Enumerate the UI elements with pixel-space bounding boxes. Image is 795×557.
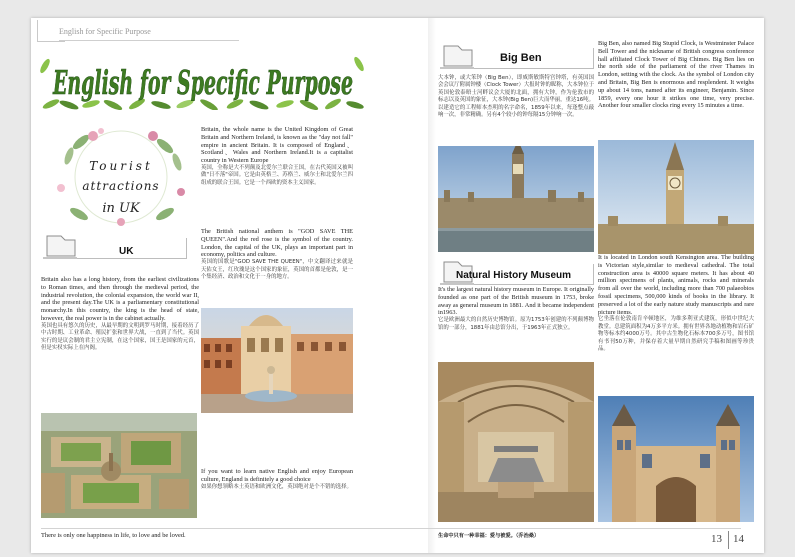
badge-line-3: in UK	[102, 201, 140, 216]
uk-culture-en: If you want to learn native English and enjoy European culture, England is definitely a good choice	[201, 468, 353, 483]
museum-location-en: It is located in London south Kensington area. The building is Victorian style,similar to medieval cathedral. The total construction area is 40000 square meters. It has about 40 million specimens of plants, animals, rocks and minerals from all over the world, including more than 700 palaeobios fossil specimens, 500,000 kinds of books in the library. It preserved a lot of the early nature study manuscripts and rare picture items.	[598, 254, 754, 316]
page-number-right: 14	[733, 533, 744, 545]
museum-tab-rule	[474, 284, 594, 285]
uk-tab-label: UK	[119, 246, 134, 257]
big-ben-panorama-photo	[438, 146, 594, 252]
big-ben-tab	[438, 40, 598, 70]
folder-tab-icon	[438, 40, 478, 70]
museum-largest	[438, 286, 594, 332]
big-ben-cn	[438, 75, 594, 119]
folder-tab-icon	[41, 230, 81, 260]
uk-anthem-cn: 英国的国歌是"GOD SAVE THE QUEEN"，中文翻译过来就是天佑女王，红玫瑰是这个国家的象征，英国的首都是伦敦，是一个集经济、政治和文化于一身的地方。	[201, 259, 353, 280]
header-rule	[59, 40, 239, 41]
uk-tab-end	[186, 238, 187, 259]
plaza-photo	[201, 308, 353, 413]
uk-culture	[201, 468, 353, 491]
uk-intro-cn: 英国，全称是大不列颠及北爱尔兰联合王国，在古代英国又被叫做"日不落"帝国。它是由英格兰、苏格兰、威尔士和北爱尔兰四组成的联合王国。它是一个西欧的资本主义国家。	[201, 164, 353, 186]
big-ben-cn-text: 大本钟，或大笨钟（Big Ben），即威斯敏斯特宫钟塔，有英国国会会议厅附属钟楼（Clock Tower）大报时钟的昵称，大本钟位于英国伦敦泰晤士河畔议会大厦的北面，拥有大钟，作为伦敦市的标志以及英国的象征，大本钟(Big Ben)巨大而华丽，重达16吨。以建造它的工程师本杰明的名字命名，1859年以来，每逢整点敲响一次，非常精确。另有4个较小的钟每隔15分钟响一次。	[438, 75, 594, 119]
badge-line-1: Tourist	[89, 159, 153, 173]
uk-anthem	[201, 228, 353, 281]
big-ben-tab-end	[593, 48, 594, 69]
big-ben-tower-photo	[598, 140, 754, 254]
oxford-aerial-photo	[41, 413, 197, 518]
museum-tab-label: Natural History Museum	[456, 270, 572, 281]
uk-intro	[201, 126, 353, 187]
big-ben-en-text: Big Ben, also named Big Stupid Clock, is Westminster Palace Bell Tower and the nickname of British congress conference hall affiliated Clock Tower of Big Chimes. Big Ben lies on the north side of the parliament of the river Thames in London, setting with the clock. As the symbol of London city and Britain, Big Ben is enormous and resplendent. It weighs up about 14 tons, named after its engineer, Benjamin. Since 1859, every one hour it strikes one time, very precise. Another four smaller clocks ring every 15 minutes a time.	[598, 40, 754, 110]
tourist-badge	[41, 122, 201, 232]
banner-title-graphic	[39, 48, 369, 110]
big-ben-tab-rule	[474, 68, 594, 69]
museum-facade-photo	[598, 396, 754, 522]
footer-right-quote: 生命中只有一种幸福：爱与被爱。（乔治桑）	[438, 533, 540, 539]
footer-rule	[41, 528, 741, 529]
big-ben-en	[598, 40, 754, 110]
museum-tab	[438, 256, 598, 286]
badge-line-2: attractions	[82, 179, 160, 193]
uk-culture-cn: 如果你想领略本土英语和欧洲文化，英国绝对是个不错的选择。	[201, 483, 352, 490]
uk-history-en: Britain also has a long history, from the earliest civilizations to Roman times, and then through the medieval period, the industrial revolution, the colonial expansion, the world war II, and the present day.The UK is a parliamentary constitutional monarchy.In this country, the king is the head of state, however, the real power is in the cabinet actually.	[41, 276, 199, 322]
uk-tab	[41, 230, 191, 260]
magazine-spread	[31, 18, 764, 553]
page-number-left: 13	[711, 533, 722, 545]
museum-tab-end	[593, 264, 594, 285]
footer-left-quote: There is only one happiness in life, to love and be loved.	[41, 532, 186, 539]
banner-title: English for Specific Purpose	[52, 63, 354, 102]
uk-history-cn: 英国也具有悠久的历史，从最早期的文明到罗马时期，接着经历了中古时期、工业革命、殖民扩张和世界大战，一直到了当代。英国实行的是议会制的君主立宪制，在这个国家，国王是国家的元首，但是实权实际上在内阁。	[41, 322, 199, 351]
museum-location	[598, 254, 754, 353]
museum-largest-en: It's the largest natural history museum in Europe. It originally founded as one part of the British museum in 1753, broke away as general museum in 1881. And it became independent in1963.	[438, 286, 594, 317]
uk-history	[41, 276, 199, 352]
spine-shadow	[428, 18, 436, 553]
uk-intro-en: Britain, the whole name is the United Kingdom of Great Britain and Northern Ireland, is known as the "day not fall" empire in ancient Britain. It is composed of England、Scotland、Wales and Northern Ireland.It is a capitalist country in Western Europe	[201, 126, 353, 165]
page-number-divider	[728, 531, 729, 549]
museum-hall-photo	[438, 362, 594, 522]
museum-largest-cn: 它是欧洲最大的自然历史博物馆。原为1753年创建的不列颠博物馆的一部分，1881年由总馆分出，于1963年正式独立。	[438, 317, 594, 331]
uk-anthem-en: The British national anthem is "GOD SAVE THE QUEEN".And the red rose is the symbol of the country. London, the capital of the UK, plays an important part in economy, politics and culture.	[201, 228, 353, 259]
museum-location-cn: 它坐落在伦敦南肯辛顿地区，为维多利亚式建筑，形似中世纪大教堂。总建筑面积为4万多平方米。拥有世界各地动植物和岩石矿物等标本约4000万号。其中古生物化石标本700多万号，图书馆有书刊50万种，并保存着大量早期自然研究手稿和图画等珍贵品。	[598, 316, 754, 352]
running-title: English for Specific Purpose	[59, 27, 151, 36]
big-ben-tab-label: Big Ben	[500, 52, 542, 64]
uk-tab-rule	[77, 258, 187, 259]
